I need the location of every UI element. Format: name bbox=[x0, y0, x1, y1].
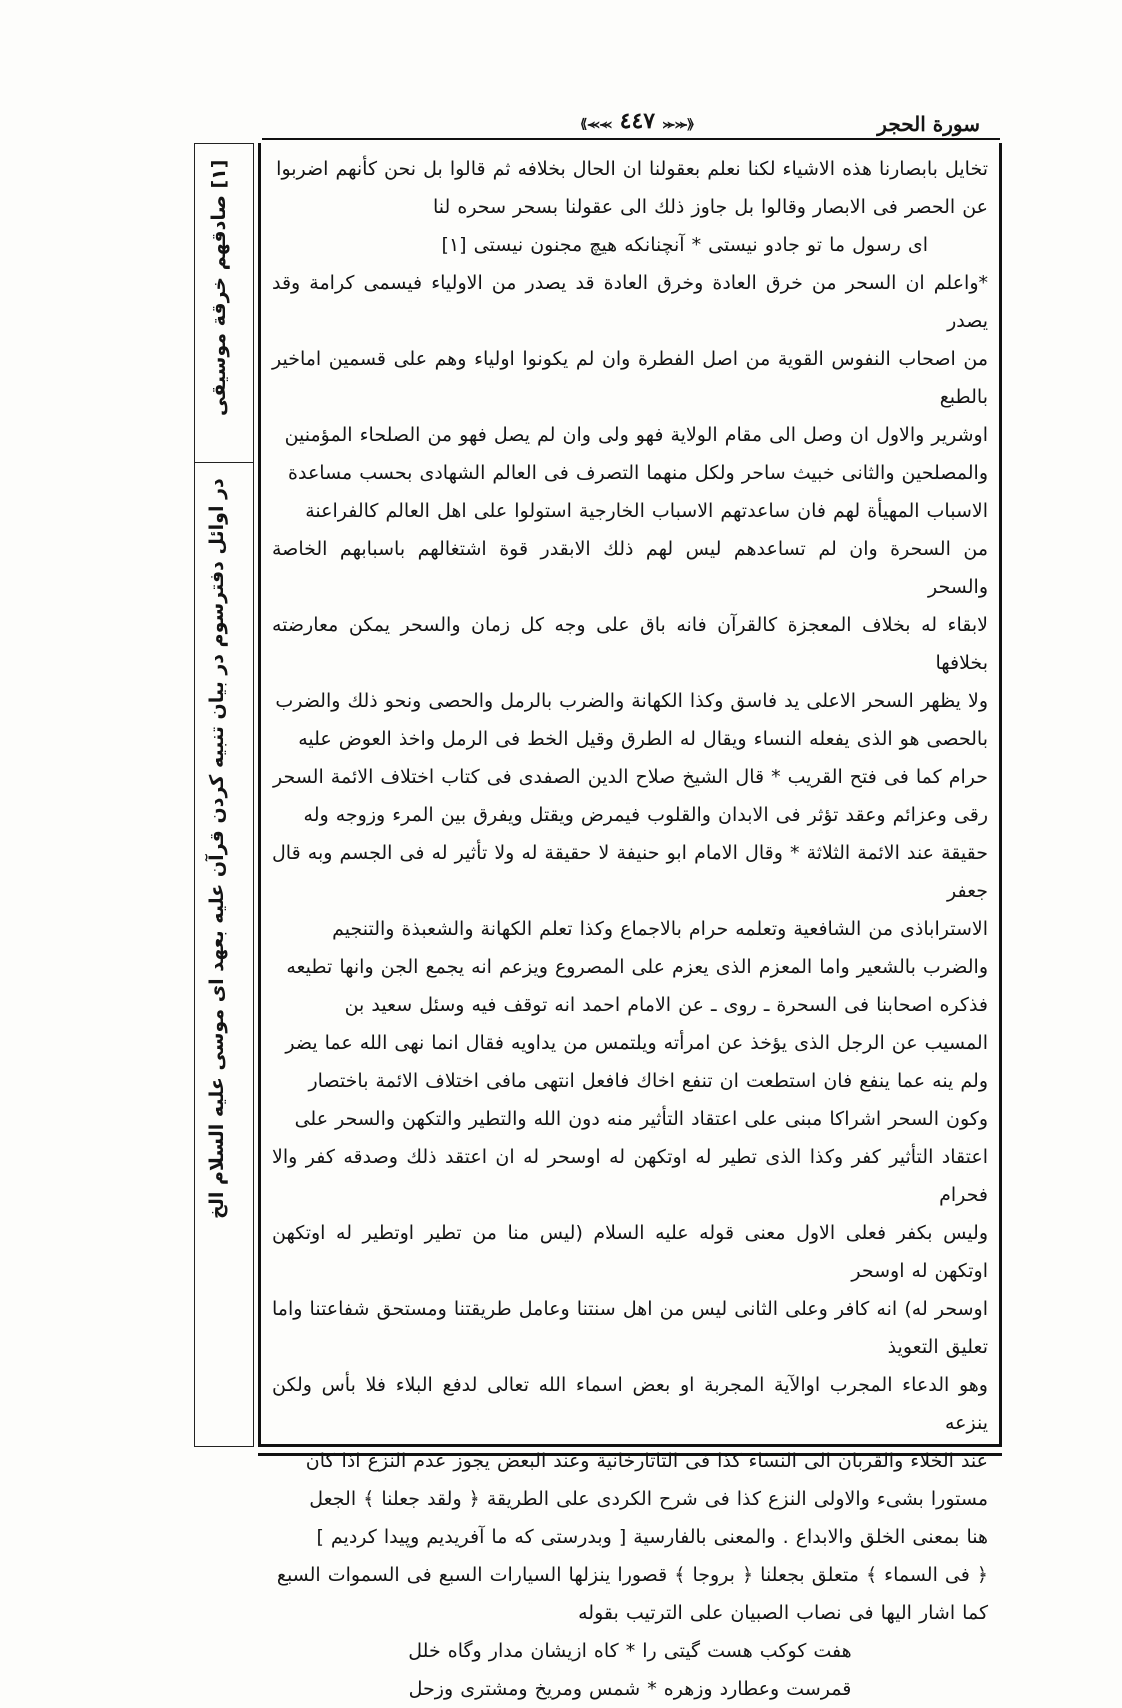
persian-verse: هفت كوكب هست گيتى را * كاه ازيشان مدار وگاه خلل bbox=[408, 1640, 852, 1662]
persian-verse: اى رسول ما تو جادو نيستى * آنچنانكه هيچ مجنون نيستى [١] bbox=[441, 234, 928, 256]
margin-note-lower: در اوائل دفترسوم در بيان تنبيه كردن قرآن عليه بعهد اى موسى عليه السلام الخ bbox=[206, 478, 228, 1219]
surah-title: سورة الحجر bbox=[877, 112, 980, 136]
main-text bbox=[272, 150, 988, 1700]
body-line: وهو الدعاء المجرب اوالآية المجربة او بعض اسماء الله تعالى لدفع البلاء فلا بأس ولكن ينزعه bbox=[272, 1374, 988, 1434]
body-line: الاستراباذى من الشافعية وتعلمه حرام بالاجماع وكذا تعلم الكهانة والشعبذة والتنجيم bbox=[332, 918, 988, 940]
page-header bbox=[262, 100, 1000, 140]
header-ornament-right: ⪼⪼⟫ bbox=[662, 117, 694, 132]
body-line: اوشرير والاول ان وصل الى مقام الولاية فهو ولى وان لم يصل فهو من الصلحاء المؤمنين bbox=[284, 424, 988, 446]
header-rule bbox=[262, 138, 1000, 140]
body-line: ﴿ فى السماء ﴾ متعلق بجعلنا ﴿ بروجا ﴾ قصورا ينزلها السيارات السبع فى السموات السبع bbox=[276, 1564, 988, 1586]
body-line: والضرب بالشعير واما المعزم الذى يعزم على المصروع ويزعم انه يجمع الجن وانها تطيعه bbox=[286, 956, 988, 978]
body-line: هنا بمعنى الخلق والابداع . والمعنى بالفارسية [ وبدرستى كه ما آفريديم وپيدا كرديم ] bbox=[316, 1526, 988, 1548]
body-line: الاسباب المهيأة لهم فان ساعدتهم الاسباب الخارجية استولوا على اهل العالم كالفراعنة bbox=[305, 500, 988, 522]
page-number-block bbox=[547, 108, 727, 134]
body-line: فذكره اصحابنا فى السحرة ـ روى ـ عن الامام احمد انه توقف فيه وسئل سعيد بن bbox=[344, 994, 988, 1016]
body-line: وكون السحر اشراكا مبنى على اعتقاد التأثير منه دون الله والتطير والتكهن والسحر على bbox=[294, 1108, 988, 1130]
body-line: رقى وعزائم وعقد تؤثر فى الابدان والقلوب فيمرض ويقتل ويفرق بين المرء وزوجه وله bbox=[303, 804, 988, 826]
margin-note-upper: [١] صادقهم خرقة موسيقى bbox=[208, 160, 230, 417]
body-line: بالحصى هو الذى يفعله النساء ويقال له الطرق وقيل الخط فى الرمل واخذ العوض عليه bbox=[298, 728, 988, 750]
body-line: المسيب عن الرجل الذى يؤخذ عن امرأته ويلتمس من يداويه فقال انما نهى الله عما يضر bbox=[285, 1032, 988, 1054]
body-line: حرام كما فى فتح القريب * قال الشيخ صلاح الدين الصفدى فى كتاب اختلاف الائمة السحر bbox=[272, 766, 988, 788]
persian-verse: قمرست وعطارد وزهره * شمس ومريخ ومشترى وزحل bbox=[408, 1678, 852, 1700]
body-line: من اصحاب النفوس القوية من اصل الفطرة وان لم يكونوا اولياء وهم على قسمين اماخير بالطبع bbox=[272, 348, 988, 408]
body-line: اوسحر له) انه كافر وعلى الثانى ليس من اهل سنتنا وعامل طريقتنا ومستحق شفاعتنا واما تعليق التعويذ bbox=[272, 1298, 988, 1358]
body-line: لابقاء له بخلاف المعجزة كالقرآن فانه باق على وجه كل زمان والسحر يمكن معارضته بخلافها bbox=[272, 614, 988, 674]
body-line: عن الحصر فى الابصار وقالوا بل جاوز ذلك الى عقولنا بسحر سحره لنا bbox=[433, 196, 988, 218]
body-line: ولم ينه عما ينفع فان استطعت ان تنفع اخاك فافعل انتهى مافى اختلاف الائمة باختصار bbox=[308, 1070, 988, 1092]
header-ornament-left: ⟪⪻⪻ bbox=[580, 117, 612, 132]
body-line: تخايل بابصارنا هذه الاشياء لكنا نعلم بعقولنا ان الحال بخلافه ثم قالوا بل نحن كأنهم اضربوا bbox=[276, 158, 988, 180]
body-line: اعتقاد التأثير كفر وكذا الذى تطير له اوتكهن له اوسحر له ان اعتقد ذلك وصدقه كفر والا فحرام bbox=[272, 1146, 988, 1206]
body-line: عند الخلاء والقربان الى النساء كذا فى التاتارخانية وعند البعض يجوز عدم النزع اذا كان bbox=[305, 1450, 988, 1472]
body-line: ولا يظهر السحر الاعلى يد فاسق وكذا الكهانة والضرب بالرمل والحصى ونحو ذلك والضرب bbox=[275, 690, 988, 712]
body-line: *واعلم ان السحر من خرق العادة وخرق العادة قد يصدر من الاولياء فيسمى كرامة وقد يصدر bbox=[272, 272, 988, 332]
body-line: مستورا بشىء والاولى النزع كذا فى شرح الكردى على الطريقة ﴿ ولقد جعلنا ﴾ الجعل bbox=[309, 1488, 988, 1510]
body-line: حقيقة عند الائمة الثلاثة * وقال الامام ابو حنيفة لا حقيقة له ولا تأثير له فى الجسم وبه قال جعفر bbox=[272, 842, 988, 902]
margin-divider bbox=[194, 462, 254, 463]
body-line: من السحرة وان لم تساعدهم ليس لهم ذلك الابقدر قوة اشتغالهم باسبابهم الخاصة والسحر bbox=[272, 538, 988, 598]
body-line: والمصلحين والثانى خبيث ساحر ولكل منهما التصرف فى العالم الشهادى بحسب مساعدة bbox=[288, 462, 988, 484]
body-line: كما اشار اليها فى نصاب الصبيان على الترتيب بقوله bbox=[578, 1602, 988, 1624]
body-line: وليس بكفر فعلى الاول معنى قوله عليه السلام (ليس منا من تطير اوتطير له اوتكهن اوتكهن له اوسحر bbox=[272, 1222, 988, 1282]
page-number: ٤٤٧ bbox=[619, 108, 656, 134]
